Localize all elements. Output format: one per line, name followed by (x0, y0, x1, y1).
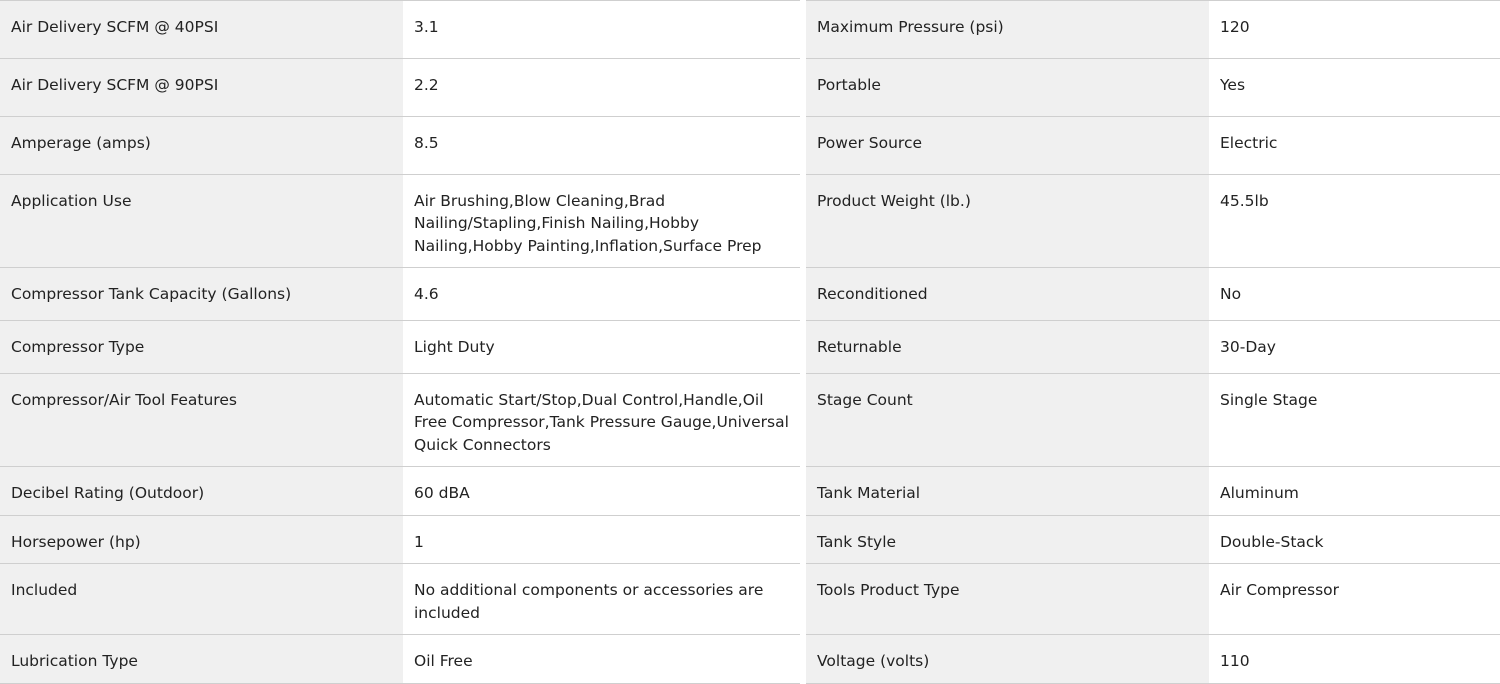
spec-value: No (1209, 268, 1500, 321)
spec-value: Aluminum (1209, 467, 1500, 516)
spec-row (0, 1, 800, 59)
spec-table-right (806, 0, 1500, 684)
spec-label: Compressor/Air Tool Features (0, 373, 403, 467)
spec-value: 1 (403, 515, 800, 564)
spec-row (0, 515, 800, 564)
spec-label: Tank Style (806, 515, 1209, 564)
spec-value: Electric (1209, 116, 1500, 174)
spec-row (806, 116, 1500, 174)
spec-value: 120 (1209, 1, 1500, 59)
spec-label: Product Weight (lb.) (806, 174, 1209, 268)
spec-label: Power Source (806, 116, 1209, 174)
spec-row (0, 174, 800, 268)
spec-label: Compressor Type (0, 321, 403, 374)
spec-value: 45.5lb (1209, 174, 1500, 268)
spec-label: Air Delivery SCFM @ 40PSI (0, 1, 403, 59)
spec-value: 30-Day (1209, 321, 1500, 374)
spec-row (806, 373, 1500, 467)
spec-label: Returnable (806, 321, 1209, 374)
spec-row (806, 467, 1500, 516)
spec-label: Decibel Rating (Outdoor) (0, 467, 403, 516)
spec-value: Air Brushing,Blow Cleaning,Brad Nailing/Stapling,Finish Nailing,Hobby Nailing,Hobby Painting,Inflation,Surface Prep (403, 174, 800, 268)
spec-row (0, 373, 800, 467)
spec-row (0, 321, 800, 374)
spec-row (806, 564, 1500, 635)
spec-row (0, 268, 800, 321)
spec-label: Included (0, 564, 403, 635)
spec-label: Voltage (volts) (806, 635, 1209, 684)
spec-label: Lubrication Type (0, 635, 403, 684)
spec-value: Light Duty (403, 321, 800, 374)
spec-label: Maximum Pressure (psi) (806, 1, 1209, 59)
spec-value: Single Stage (1209, 373, 1500, 467)
spec-label: Amperage (amps) (0, 116, 403, 174)
spec-value: Automatic Start/Stop,Dual Control,Handle,Oil Free Compressor,Tank Pressure Gauge,Universal Quick Connectors (403, 373, 800, 467)
spec-row (806, 321, 1500, 374)
spec-label: Stage Count (806, 373, 1209, 467)
spec-row (806, 174, 1500, 268)
spec-value: Oil Free (403, 635, 800, 684)
spec-value: 60 dBA (403, 467, 800, 516)
spec-row (0, 635, 800, 684)
spec-label: Application Use (0, 174, 403, 268)
spec-value: 2.2 (403, 58, 800, 116)
spec-value: 8.5 (403, 116, 800, 174)
spec-row (806, 268, 1500, 321)
spec-row (0, 564, 800, 635)
spec-row (0, 58, 800, 116)
spec-label: Air Delivery SCFM @ 90PSI (0, 58, 403, 116)
spec-label: Reconditioned (806, 268, 1209, 321)
spec-label: Compressor Tank Capacity (Gallons) (0, 268, 403, 321)
spec-row (806, 515, 1500, 564)
spec-value: Air Compressor (1209, 564, 1500, 635)
spec-label: Tank Material (806, 467, 1209, 516)
spec-label: Tools Product Type (806, 564, 1209, 635)
spec-row (0, 116, 800, 174)
spec-row (0, 467, 800, 516)
spec-row (806, 1, 1500, 59)
spec-row (806, 635, 1500, 684)
spec-value: Yes (1209, 58, 1500, 116)
spec-value: No additional components or accessories are included (403, 564, 800, 635)
spec-row (806, 58, 1500, 116)
spec-label: Portable (806, 58, 1209, 116)
spec-value: 3.1 (403, 1, 800, 59)
spec-value: 110 (1209, 635, 1500, 684)
spec-table-left-body (0, 1, 800, 684)
spec-table-right-body (806, 1, 1500, 684)
spec-value: Double-Stack (1209, 515, 1500, 564)
spec-label: Horsepower (hp) (0, 515, 403, 564)
spec-value: 4.6 (403, 268, 800, 321)
